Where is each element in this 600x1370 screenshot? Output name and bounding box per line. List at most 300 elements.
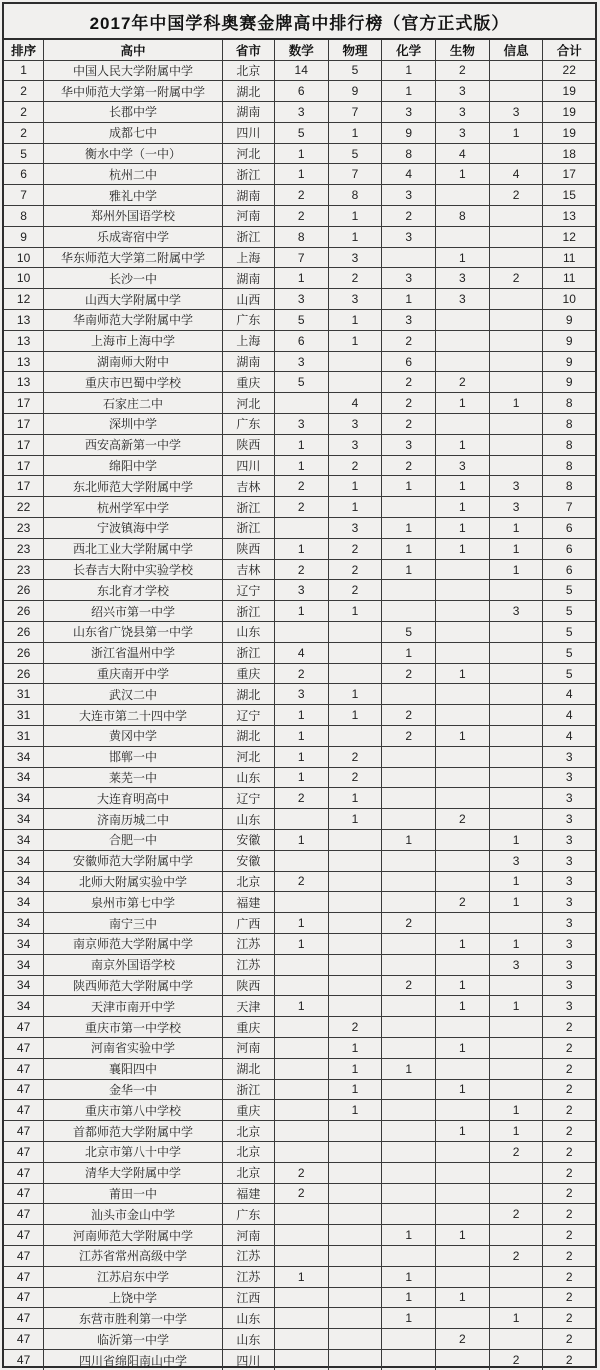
table-cell: 北京市第八十中学 — [44, 1141, 223, 1162]
table-cell: 重庆 — [222, 1017, 274, 1038]
table-cell: 2 — [274, 185, 328, 206]
table-cell: 47 — [4, 1329, 44, 1350]
table-cell: 宁波镇海中学 — [44, 518, 223, 539]
table-cell: 重庆市巴蜀中学校 — [44, 372, 223, 393]
table-cell: 四川 — [222, 122, 274, 143]
table-cell: 山东 — [222, 1329, 274, 1350]
table-cell: 2 — [543, 1141, 595, 1162]
table-cell: 2 — [328, 767, 382, 788]
table-cell: 3 — [436, 268, 490, 289]
table-row — [4, 1204, 595, 1225]
table-cell: 湖北 — [222, 1058, 274, 1079]
table-cell: 6 — [543, 518, 595, 539]
table-cell: 清华大学附属中学 — [44, 1162, 223, 1183]
table-cell: 江西 — [222, 1287, 274, 1308]
table-cell: 山东省广饶县第一中学 — [44, 622, 223, 643]
table-cell — [489, 580, 543, 601]
table-cell — [489, 746, 543, 767]
table-cell: 22 — [543, 60, 595, 81]
table-row — [4, 1266, 595, 1287]
table-cell: 北京 — [222, 1141, 274, 1162]
table-cell: 2 — [274, 1183, 328, 1204]
table-cell — [436, 829, 490, 850]
table-cell: 浙江 — [222, 497, 274, 518]
table-cell — [382, 1037, 436, 1058]
table-row — [4, 580, 595, 601]
table-cell: 8 — [436, 206, 490, 227]
table-cell: 8 — [328, 185, 382, 206]
table-cell: 3 — [489, 497, 543, 518]
table-cell: 8 — [543, 455, 595, 476]
table-row — [4, 476, 595, 497]
table-cell: 26 — [4, 642, 44, 663]
table-cell: 5 — [4, 143, 44, 164]
table-row — [4, 1349, 595, 1370]
table-cell: 雅礼中学 — [44, 185, 223, 206]
table-cell: 9 — [4, 226, 44, 247]
table-cell: 31 — [4, 726, 44, 747]
table-cell: 1 — [489, 829, 543, 850]
table-cell: 1 — [328, 809, 382, 830]
table-cell — [382, 850, 436, 871]
table-cell — [328, 1204, 382, 1225]
table-cell — [328, 933, 382, 954]
table-row — [4, 1121, 595, 1142]
table-cell — [436, 1017, 490, 1038]
table-row — [4, 102, 595, 123]
table-cell: 1 — [489, 871, 543, 892]
table-cell: 上海 — [222, 247, 274, 268]
table-cell — [328, 351, 382, 372]
table-cell: 17 — [543, 164, 595, 185]
table-cell — [436, 642, 490, 663]
table-cell — [489, 414, 543, 435]
table-cell: 陕西 — [222, 434, 274, 455]
table-cell: 9 — [382, 122, 436, 143]
column-header: 数学 — [274, 40, 328, 60]
table-cell: 23 — [4, 518, 44, 539]
table-cell: 47 — [4, 1058, 44, 1079]
table-cell: 中国人民大学附属中学 — [44, 60, 223, 81]
table-cell: 17 — [4, 476, 44, 497]
table-cell: 河南 — [222, 1225, 274, 1246]
table-cell: 金华一中 — [44, 1079, 223, 1100]
table-cell: 10 — [4, 268, 44, 289]
table-cell: 1 — [382, 518, 436, 539]
table-cell: 浙江 — [222, 164, 274, 185]
table-cell: 1 — [436, 518, 490, 539]
table-cell: 湖南 — [222, 102, 274, 123]
table-cell: 1 — [436, 164, 490, 185]
table-cell: 1 — [436, 726, 490, 747]
table-cell: 6 — [274, 330, 328, 351]
table-cell: 1 — [436, 933, 490, 954]
table-cell: 1 — [274, 829, 328, 850]
table-cell — [489, 788, 543, 809]
column-header: 物理 — [328, 40, 382, 60]
table-cell: 2 — [489, 1204, 543, 1225]
table-cell: 34 — [4, 933, 44, 954]
table-cell: 2 — [543, 1245, 595, 1266]
table-row — [4, 1308, 595, 1329]
table-cell — [274, 1141, 328, 1162]
table-cell — [436, 1100, 490, 1121]
table-cell — [328, 1245, 382, 1266]
table-row — [4, 726, 595, 747]
table-cell: 8 — [543, 414, 595, 435]
table-row — [4, 1329, 595, 1350]
table-cell — [436, 767, 490, 788]
table-cell: 2 — [382, 414, 436, 435]
table-cell: 北京 — [222, 60, 274, 81]
table-cell: 1 — [489, 518, 543, 539]
table-cell: 3 — [382, 268, 436, 289]
table-cell — [274, 809, 328, 830]
table-cell: 1 — [274, 996, 328, 1017]
table-cell — [436, 788, 490, 809]
table-row — [4, 788, 595, 809]
table-cell: 5 — [382, 622, 436, 643]
table-cell — [489, 975, 543, 996]
table-cell: 1 — [328, 330, 382, 351]
table-cell: 34 — [4, 850, 44, 871]
table-cell — [489, 1225, 543, 1246]
table-cell: 2 — [436, 892, 490, 913]
table-cell: 2 — [274, 1162, 328, 1183]
table-cell: 重庆南开中学 — [44, 663, 223, 684]
table-cell: 上饶中学 — [44, 1287, 223, 1308]
table-cell: 2 — [543, 1058, 595, 1079]
table-cell: 3 — [543, 954, 595, 975]
table-cell: 9 — [543, 330, 595, 351]
table-cell: 安徽 — [222, 829, 274, 850]
table-cell: 1 — [436, 393, 490, 414]
table-cell: 北京 — [222, 871, 274, 892]
column-header: 化学 — [382, 40, 436, 60]
table-row — [4, 1058, 595, 1079]
table-cell — [489, 1017, 543, 1038]
table-cell — [382, 247, 436, 268]
table-cell: 3 — [436, 289, 490, 310]
table-cell: 3 — [436, 455, 490, 476]
table-cell: 3 — [543, 809, 595, 830]
table-row — [4, 1245, 595, 1266]
table-cell: 2 — [274, 871, 328, 892]
table-cell: 广东 — [222, 310, 274, 331]
table-cell — [489, 684, 543, 705]
column-header: 合计 — [543, 40, 595, 60]
ranking-sheet — [2, 2, 597, 1368]
table-cell — [436, 684, 490, 705]
table-cell: 福建 — [222, 892, 274, 913]
table-row — [4, 954, 595, 975]
table-cell: 福建 — [222, 1183, 274, 1204]
table-cell: 2 — [382, 455, 436, 476]
table-cell: 47 — [4, 1141, 44, 1162]
table-cell: 西北工业大学附属中学 — [44, 538, 223, 559]
table-cell — [328, 1225, 382, 1246]
table-cell: 3 — [489, 954, 543, 975]
table-cell: 47 — [4, 1266, 44, 1287]
table-cell: 杭州二中 — [44, 164, 223, 185]
table-cell: 8 — [543, 393, 595, 414]
table-cell: 3 — [382, 185, 436, 206]
table-cell: 1 — [328, 1037, 382, 1058]
table-cell: 8 — [274, 226, 328, 247]
table-cell — [382, 746, 436, 767]
table-cell: 黄冈中学 — [44, 726, 223, 747]
table-cell: 2 — [274, 559, 328, 580]
table-cell — [328, 1287, 382, 1308]
table-cell: 47 — [4, 1037, 44, 1058]
table-cell: 2 — [543, 1017, 595, 1038]
table-cell: 浙江 — [222, 642, 274, 663]
table-cell: 19 — [543, 102, 595, 123]
table-cell: 1 — [489, 933, 543, 954]
table-row — [4, 933, 595, 954]
table-cell: 2 — [543, 1266, 595, 1287]
table-cell: 上海 — [222, 330, 274, 351]
table-cell — [274, 1037, 328, 1058]
table-cell — [436, 414, 490, 435]
table-cell — [274, 1329, 328, 1350]
table-cell — [436, 1204, 490, 1225]
table-cell — [328, 892, 382, 913]
table-cell — [274, 393, 328, 414]
table-row — [4, 871, 595, 892]
table-cell: 3 — [382, 102, 436, 123]
table-cell: 3 — [382, 226, 436, 247]
table-cell: 1 — [328, 705, 382, 726]
table-cell — [274, 1079, 328, 1100]
table-cell — [489, 809, 543, 830]
table-cell: 2 — [382, 330, 436, 351]
table-cell: 首都师范大学附属中学 — [44, 1121, 223, 1142]
table-cell: 6 — [274, 81, 328, 102]
table-cell: 47 — [4, 1349, 44, 1370]
table-cell — [382, 1245, 436, 1266]
table-row — [4, 372, 595, 393]
table-row — [4, 351, 595, 372]
table-cell: 浙江 — [222, 1079, 274, 1100]
table-cell: 2 — [328, 268, 382, 289]
table-cell: 34 — [4, 954, 44, 975]
table-cell: 2 — [328, 580, 382, 601]
table-cell: 北师大附属实验中学 — [44, 871, 223, 892]
table-cell: 1 — [328, 1058, 382, 1079]
table-cell: 长郡中学 — [44, 102, 223, 123]
table-cell: 1 — [274, 143, 328, 164]
table-cell: 1 — [328, 1079, 382, 1100]
table-cell: 郑州外国语学校 — [44, 206, 223, 227]
table-cell: 1 — [274, 705, 328, 726]
table-cell — [436, 705, 490, 726]
table-cell — [382, 601, 436, 622]
table-cell: 34 — [4, 913, 44, 934]
table-cell — [274, 1017, 328, 1038]
table-cell — [489, 60, 543, 81]
table-cell: 辽宁 — [222, 580, 274, 601]
table-cell — [489, 247, 543, 268]
table-cell: 成都七中 — [44, 122, 223, 143]
table-cell: 泉州市第七中学 — [44, 892, 223, 913]
table-cell: 吉林 — [222, 476, 274, 497]
table-cell: 2 — [274, 788, 328, 809]
table-cell: 3 — [328, 414, 382, 435]
table-cell: 3 — [489, 476, 543, 497]
table-cell: 安徽 — [222, 850, 274, 871]
table-cell: 2 — [382, 705, 436, 726]
table-row — [4, 434, 595, 455]
table-cell: 石家庄二中 — [44, 393, 223, 414]
column-header: 信息 — [489, 40, 543, 60]
table-cell — [436, 913, 490, 934]
table-row — [4, 767, 595, 788]
table-cell — [489, 351, 543, 372]
table-cell — [436, 310, 490, 331]
table-cell: 6 — [4, 164, 44, 185]
table-row — [4, 642, 595, 663]
table-row — [4, 538, 595, 559]
table-cell: 2 — [328, 746, 382, 767]
table-cell: 1 — [328, 788, 382, 809]
table-header — [4, 40, 595, 60]
table-row — [4, 663, 595, 684]
table-cell: 3 — [274, 580, 328, 601]
table-cell — [274, 1204, 328, 1225]
table-cell: 34 — [4, 871, 44, 892]
table-cell: 12 — [543, 226, 595, 247]
table-cell — [328, 829, 382, 850]
table-cell — [382, 497, 436, 518]
table-cell: 1 — [489, 393, 543, 414]
table-cell: 山东 — [222, 767, 274, 788]
table-cell — [489, 434, 543, 455]
table-cell: 河南 — [222, 1037, 274, 1058]
table-cell: 天津 — [222, 996, 274, 1017]
table-cell: 9 — [543, 310, 595, 331]
table-cell: 1 — [274, 455, 328, 476]
table-cell: 23 — [4, 538, 44, 559]
table-cell: 23 — [4, 559, 44, 580]
table-cell: 南京外国语学校 — [44, 954, 223, 975]
table-cell: 1 — [436, 975, 490, 996]
table-cell: 9 — [328, 81, 382, 102]
table-cell: 东北师范大学附属中学 — [44, 476, 223, 497]
table-cell: 上海市上海中学 — [44, 330, 223, 351]
table-cell: 34 — [4, 746, 44, 767]
table-cell — [436, 746, 490, 767]
table-cell: 1 — [382, 1225, 436, 1246]
table-cell: 北京 — [222, 1121, 274, 1142]
table-cell: 湖北 — [222, 81, 274, 102]
table-cell — [489, 642, 543, 663]
table-cell: 47 — [4, 1162, 44, 1183]
table-cell: 武汉二中 — [44, 684, 223, 705]
table-cell: 34 — [4, 996, 44, 1017]
table-row — [4, 289, 595, 310]
table-cell: 2 — [543, 1162, 595, 1183]
table-cell: 2 — [4, 102, 44, 123]
table-cell: 华东师范大学第二附属中学 — [44, 247, 223, 268]
table-cell: 3 — [274, 351, 328, 372]
table-cell: 13 — [4, 351, 44, 372]
table-cell — [382, 1349, 436, 1370]
table-cell: 2 — [543, 1079, 595, 1100]
table-cell: 22 — [4, 497, 44, 518]
table-cell: 3 — [328, 434, 382, 455]
table-cell: 1 — [274, 913, 328, 934]
table-cell: 重庆 — [222, 663, 274, 684]
table-cell — [328, 663, 382, 684]
table-cell: 吉林 — [222, 559, 274, 580]
table-cell: 长春吉大附中实验学校 — [44, 559, 223, 580]
table-cell — [436, 185, 490, 206]
table-row — [4, 1225, 595, 1246]
table-row — [4, 705, 595, 726]
table-cell — [328, 1121, 382, 1142]
table-cell: 1 — [382, 1287, 436, 1308]
table-cell — [489, 1183, 543, 1204]
table-cell — [328, 1349, 382, 1370]
table-cell: 江苏 — [222, 954, 274, 975]
table-cell: 3 — [274, 102, 328, 123]
table-cell: 邯郸一中 — [44, 746, 223, 767]
table-cell: 1 — [382, 1308, 436, 1329]
table-cell — [436, 1162, 490, 1183]
table-cell: 辽宁 — [222, 788, 274, 809]
table-cell: 1 — [382, 1058, 436, 1079]
table-cell: 2 — [489, 1245, 543, 1266]
table-cell: 1 — [328, 601, 382, 622]
table-cell: 北京 — [222, 1162, 274, 1183]
table-cell — [382, 892, 436, 913]
table-row — [4, 1141, 595, 1162]
table-row — [4, 185, 595, 206]
table-cell: 12 — [4, 289, 44, 310]
table-cell — [489, 330, 543, 351]
table-cell: 8 — [543, 476, 595, 497]
table-cell — [274, 850, 328, 871]
table-cell: 1 — [436, 497, 490, 518]
table-cell: 3 — [489, 850, 543, 871]
table-cell — [382, 1183, 436, 1204]
table-cell: 4 — [382, 164, 436, 185]
table-cell: 10 — [4, 247, 44, 268]
table-cell: 1 — [328, 206, 382, 227]
table-cell: 47 — [4, 1245, 44, 1266]
table-cell: 3 — [328, 518, 382, 539]
table-cell: 广西 — [222, 913, 274, 934]
table-row — [4, 497, 595, 518]
table-cell: 湖南 — [222, 185, 274, 206]
table-cell — [274, 1121, 328, 1142]
table-cell: 重庆 — [222, 1100, 274, 1121]
table-row — [4, 1162, 595, 1183]
table-cell — [382, 1079, 436, 1100]
table-cell: 1 — [274, 601, 328, 622]
table-cell: 6 — [543, 559, 595, 580]
table-cell: 1 — [436, 476, 490, 497]
table-cell: 19 — [543, 122, 595, 143]
table-cell: 26 — [4, 663, 44, 684]
table-cell: 2 — [382, 393, 436, 414]
table-cell: 4 — [436, 143, 490, 164]
table-cell: 47 — [4, 1079, 44, 1100]
table-row — [4, 809, 595, 830]
table-cell — [382, 580, 436, 601]
table-row — [4, 746, 595, 767]
